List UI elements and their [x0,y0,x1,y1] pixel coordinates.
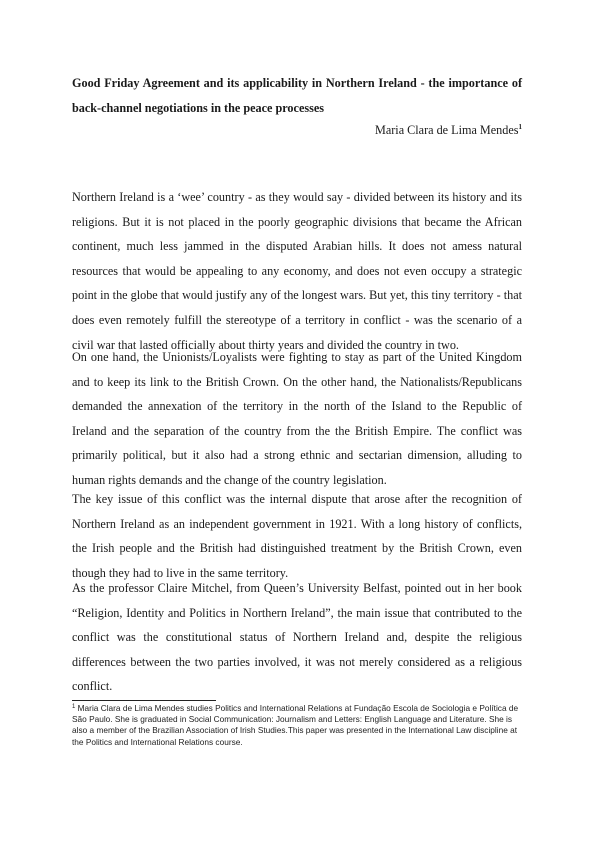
footnote-text: Maria Clara de Lima Mendes studies Politics and International Relations at Fundação Escola de Sociologia e Política de São Paulo. She is graduated in Social Communication: Journalism and Letters: English Language and Literature. She is also a member of the Brazilian Association of Irish Studies.This paper was presented in the International Law discipline at the Politics and International Relations course. [72,703,519,747]
author-name: Maria Clara de Lima Mendes [375,123,519,137]
author-footnote-marker[interactable]: 1 [518,123,522,131]
body-paragraph: As the professor Claire Mitchel, from Queen’s University Belfast, pointed out in her book “Religion, Identity and Politics in Northern Ireland”, the main issue that contributed to the conflict was the constitutional status of Northern Ireland and, despite the religious differences between the two parties involved, it was not merely considered as a religious conflict. [72,581,522,694]
body-paragraph: Northern Ireland is a ‘wee’ country - as they would say - divided between its history and its religions. But it is not placed in the poorly geographic divisions that became the African continent, much less jammed in the disputed Arabian hills. It does not amess natural resources that would be appealing to any economy, and does not even occupy a strategic point in the globe that would justify any of the longest wars. But yet, this tiny territory - that does even remotely fulfill the stereotype of a territory in conflict - was the scenario of a civil war that lasted officially about thirty years and divided the country in two. [72,190,522,352]
footnote-marker: 1 [72,704,76,710]
document-title: Good Friday Agreement and its applicability in Northern Ireland - the importance of back-channel negotiations in the peace processes [72,76,522,115]
footnote [72,703,524,748]
footnote-separator [72,700,216,701]
body-paragraph: On one hand, the Unionists/Loyalists were fighting to stay as part of the United Kingdom and to keep its link to the British Crown. On the other hand, the Nationalists/Republicans demanded the annexation of the territory in the north of the Island to the Republic of Ireland and the separation of the country from the the British Empire. The conflict was primarily political, but it also had a strong ethnic and sectarian dimension, alluding to human rights demands and the change of the country legislation. [72,350,522,487]
body-paragraph: The key issue of this conflict was the internal dispute that arose after the recognition of Northern Ireland as an independent government in 1921. With a long history of conflicts, the Irish people and the British had distinguished treatment by the British Crown, even though they had to live in the same territory. [72,492,522,580]
author-line [375,122,522,138]
